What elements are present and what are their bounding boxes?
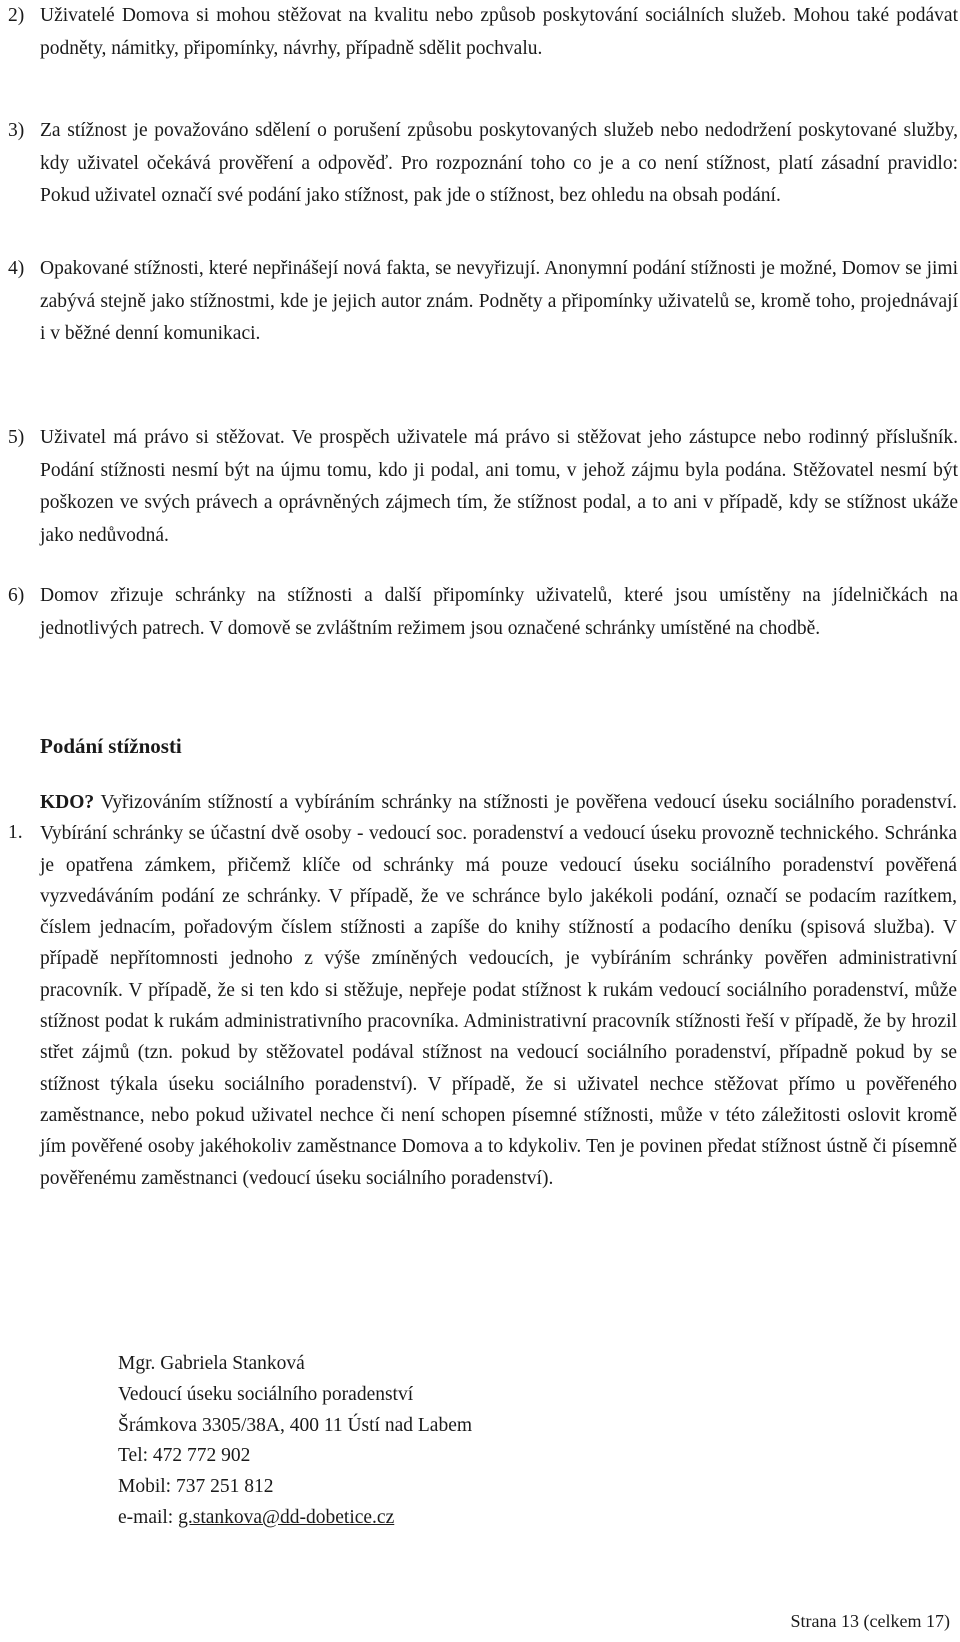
list-item-6 — [8, 580, 958, 645]
list-item-5 — [8, 422, 958, 552]
list-item-text: Uživatelé Domova si mohou stěžovat na kvalitu nebo způsob poskytování sociálních služeb. Mohou také podávat podněty, námitky, připomínky, návrhy, případně sdělit pochvalu. — [40, 5, 958, 59]
list-item-number: 3) — [8, 120, 25, 141]
list-item-text: Uživatel má právo si stěžovat. Ve prospěch uživatele má právo si stěžovat jeho zástupce nebo rodinný příslušník. Podání stížnosti nesmí být na újmu tomu, kdo ji podal, ani tomu, v jehož zájmu byla podána. Stěžovatel nesmí být poškozen ve svých právech a oprávněných zájmech tím, že stížnost podal, a to ani v případě, kdy se stížnost ukáže jako nedůvodná. — [40, 427, 958, 546]
contact-block — [118, 1349, 472, 1534]
page-number: Strana 13 (celkem 17) — [790, 1611, 950, 1631]
contact-email-link[interactable]: g.stankova@dd-dobetice.cz — [178, 1506, 395, 1528]
list-item-text: Domov zřizuje schránky na stížnosti a další připomínky uživatelů, které jsou umístěny na jídelničkách na jednotlivých patrech. V domově se zvláštním režimem jsou označené schránky umístěné na chodbě. — [40, 585, 958, 639]
list-item-4 — [8, 253, 958, 351]
contact-name: Mgr. Gabriela Stanková — [118, 1353, 305, 1374]
list-item-3 — [8, 115, 958, 213]
list-item-number: 6) — [8, 585, 25, 606]
section-text: Vyřizováním stížností a vybíráním schránky na stížnosti je pověřena vedoucí úseku sociálního poradenství. Vybírání schránky se účastní dvě osoby - vedoucí soc. poradenství a vedoucí úseku provozně technického. Schránka je opatřena zámkem, přičemž klíče od schránky má pouze vedoucí úseku sociálního poradenství pověřená vyzvedáváním podání ze schránky. V případě, že ve schránce bylo jakékoli podání, označí se podacím razítkem, číslem jednacím, pořadovým číslem stížnosti a zapíše do knihy stížností a podacího deníku (spisová služba). V případě nepřítomnosti jednoho z výše zmíněných vedoucích, je vybíráním schránky pověřen administrativní pracovník. V případě, že si ten kdo si stěžuje, nepřeje podat stížnost k rukám vedoucí sociálního poradenství, může stížnost podat k rukám administrativního pracovníka. Administrativní pracovník stížnosti řeší v případě, že by hrozil střet zájmů (tzn. pokud by stěžovatel podával stížnost na vedoucí sociálního poradenství, případně pokud by se stížnost týkala úseku sociálního poradenství). V případě, že si uživatel nechce stěžovat přímo u pověřeného zaměstnance, nebo pokud uživatel nechce či není schopen písemné stížnosti, může v této záležitosti oslovit kromě jím pověřené osoby jakéhokoliv zaměstnance Domova a to kdykoliv. Ten je povinen předat stížnost ústně či písemně pověřenému zaměstnanci (vedoucí úseku sociálního poradenství). — [40, 792, 957, 1189]
list-item-text: Opakované stížnosti, které nepřinášejí nová fakta, se nevyřizují. Anonymní podání stížnosti je možné, Domov se jimi zabývá stejně jako stížnostmi, kde je jejich autor znám. Podněty a připomínky uživatelů se, kromě toho, projednávají i v běžné denní komunikaci. — [40, 258, 958, 344]
list-item-number: 4) — [8, 258, 25, 279]
list-item-number: 5) — [8, 427, 25, 448]
contact-mobile: Mobil: 737 251 812 — [118, 1476, 274, 1498]
contact-phone: Tel: 472 772 902 — [118, 1445, 251, 1467]
list-item-text: Za stížnost je považováno sdělení o porušení způsobu poskytovaných služeb nebo nedodržení poskytované služby, kdy uživatel očekává prověření a odpověď. Pro rozpoznání toho co je a co není stížnost, platí zásadní pravidlo: Pokud uživatel označí své podání jako stížnost, pak jde o stížnost, bez ohledu na obsah podání. — [40, 120, 958, 206]
section-paragraph — [40, 787, 957, 1194]
list-item-number: 2) — [8, 5, 25, 26]
contact-role: Vedoucí úseku sociálního poradenství — [118, 1383, 414, 1405]
section-heading: Podání stížnosti — [40, 734, 182, 758]
contact-email-label: e-mail: — [118, 1506, 179, 1528]
section-number: 1. — [8, 822, 23, 843]
section-lead: KDO? — [40, 792, 95, 813]
list-item-2 — [8, 0, 958, 65]
contact-address: Šrámkova 3305/38A, 400 11 Ústí nad Labem — [118, 1414, 473, 1436]
contact-email-line — [118, 1503, 472, 1534]
